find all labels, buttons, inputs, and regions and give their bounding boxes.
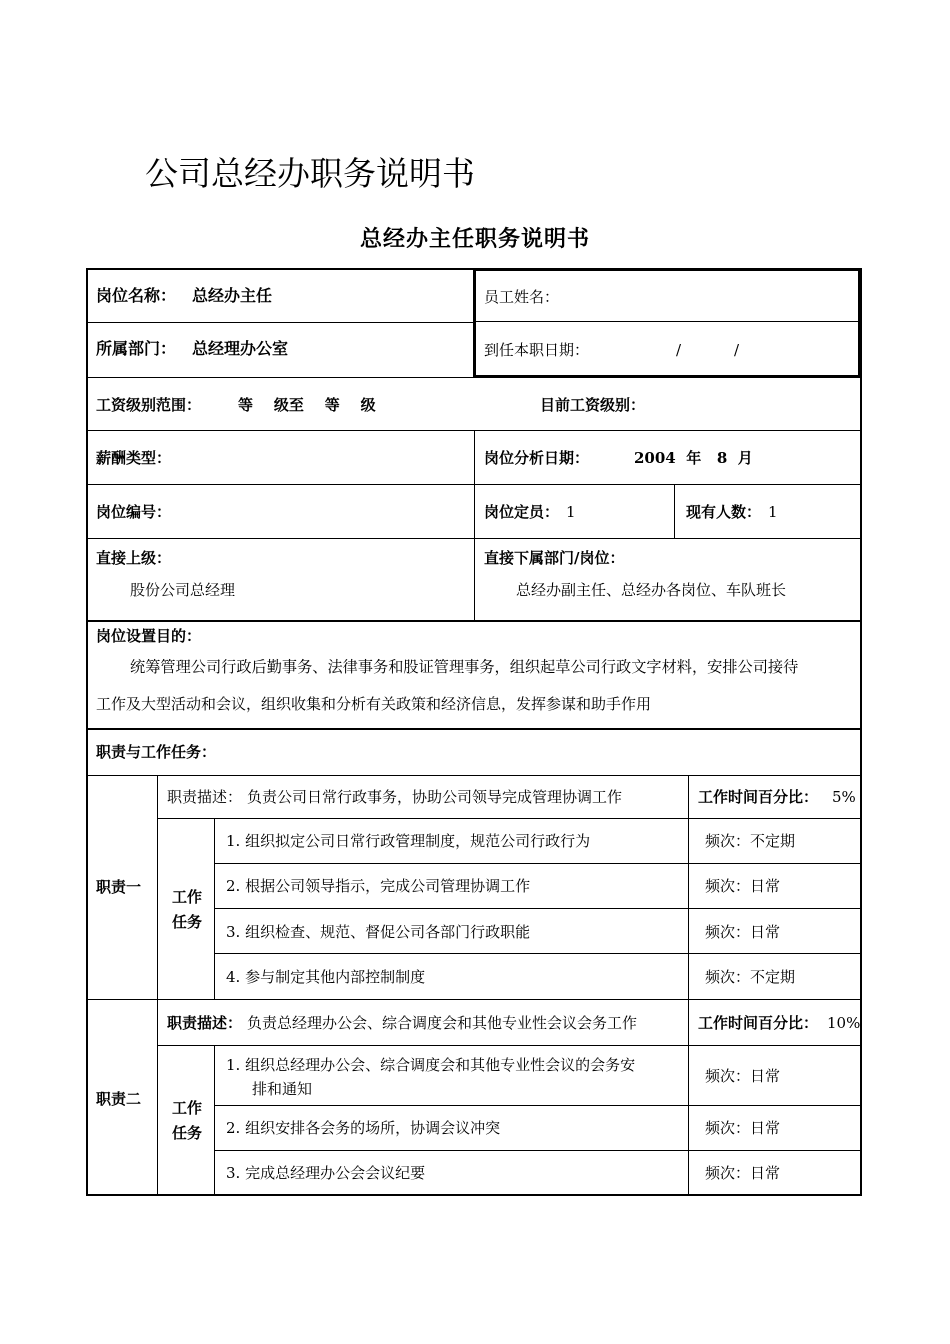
row-divider <box>215 863 862 864</box>
duty-2-task-label: 工作 <box>172 1099 203 1117</box>
position-code-label: 岗位编号： <box>96 503 172 521</box>
pay-type-label: 薪酬类型： <box>96 449 172 467</box>
duty-2-task-2: 2. 组织安排各会务的场所，协调会议冲突 <box>226 1119 501 1137</box>
row-divider <box>86 322 474 323</box>
quota-value: 1 <box>566 503 576 521</box>
purpose-label: 岗位设置目的： <box>96 627 202 645</box>
col-divider <box>473 268 476 378</box>
col-divider <box>214 818 215 999</box>
page-title: 公司总经办职务说明书 <box>145 154 475 193</box>
purpose-text-line1: 统筹管理公司行政后勤事务、法律事务和股证管理事务，组织起草公司行政文字材料，安排公司接待 <box>130 658 799 676</box>
purpose-text-line2: 工作及大型活动和会议，组织收集和分析有关政策和经济信息，发挥参谋和助手作用 <box>96 695 652 713</box>
position-name-value: 总经办主任 <box>192 286 273 305</box>
row-divider <box>86 728 862 730</box>
quota-label: 岗位定员： <box>484 503 560 521</box>
duty-2-desc-label: 职责描述： <box>167 1014 243 1032</box>
analysis-date-value: 2004 年 8 月 <box>634 449 753 467</box>
col-divider <box>474 430 475 620</box>
subordinate-label: 直接下属部门/岗位： <box>484 549 625 567</box>
duty-2-task-3-freq: 频次：日常 <box>705 1164 781 1182</box>
cell-border <box>474 375 862 378</box>
start-date-separator: / <box>734 341 740 359</box>
department-label: 所属部门： <box>96 339 177 358</box>
duty-1-task-3-freq: 频次：日常 <box>705 923 781 941</box>
superior-value: 股份公司总经理 <box>130 581 236 599</box>
duty-1-task-1-freq: 频次：不定期 <box>705 832 796 850</box>
duty-1-task-label: 工作 <box>172 888 203 906</box>
duty-2-task-label: 任务 <box>172 1124 203 1142</box>
duty-2-task-1-cont: 排和通知 <box>252 1080 313 1098</box>
col-divider <box>858 268 861 378</box>
duty-2-task-1-freq: 频次：日常 <box>705 1067 781 1085</box>
subordinate-value: 总经办副主任、总经办各岗位、车队班长 <box>516 581 787 599</box>
department-value: 总经理办公室 <box>192 339 289 358</box>
current-staff-value: 1 <box>768 503 778 521</box>
cell-border <box>476 321 860 322</box>
start-date-label: 到任本职日期： <box>484 341 590 359</box>
row-divider <box>86 999 862 1000</box>
col-divider <box>157 775 158 1196</box>
duties-heading: 职责与工作任务： <box>96 743 217 761</box>
row-divider <box>86 775 862 776</box>
duty-1-desc-label: 职责描述： <box>167 788 243 806</box>
position-name-label: 岗位名称： <box>96 286 177 305</box>
col-divider <box>674 484 675 538</box>
duty-1-task-3: 3. 组织检查、规范、督促公司各部门行政职能 <box>226 923 531 941</box>
start-date-separator: / <box>676 341 682 359</box>
cell-border <box>474 268 862 271</box>
employee-name-label: 员工姓名： <box>484 288 560 306</box>
duty-1-task-label: 任务 <box>172 913 203 931</box>
duty-1-task-2-freq: 频次：日常 <box>705 877 781 895</box>
col-divider <box>688 775 689 1196</box>
row-divider <box>86 620 862 622</box>
duty-1-name: 职责一 <box>96 878 142 896</box>
analysis-date-label: 岗位分析日期： <box>484 449 590 467</box>
duty-2-time-label: 工作时间百分比： <box>698 1014 819 1032</box>
current-grade-label: 目前工资级别： <box>540 396 646 414</box>
current-staff-label: 现有人数： <box>686 503 762 521</box>
duty-1-desc: 负责公司日常行政事务，协助公司领导完成管理协调工作 <box>247 788 623 806</box>
duty-2-task-1: 1. 组织总经理办公会、综合调度会和其他专业性会议的会务安 <box>226 1056 636 1074</box>
duty-2-time-value: 10% <box>827 1014 861 1032</box>
duty-1-task-1: 1. 组织拟定公司日常行政管理制度，规范公司行政行为 <box>226 832 591 850</box>
row-divider <box>158 1045 862 1046</box>
col-divider <box>214 1045 215 1196</box>
duty-1-task-2: 2. 根据公司领导指示，完成公司管理协调工作 <box>226 877 531 895</box>
row-divider <box>215 1105 862 1106</box>
row-divider <box>86 377 474 378</box>
duty-1-task-4: 4. 参与制定其他内部控制制度 <box>226 968 426 986</box>
duty-2-name: 职责二 <box>96 1090 142 1108</box>
row-divider <box>215 953 862 954</box>
row-divider <box>158 818 862 819</box>
duty-2-task-3: 3. 完成总经理办公会会议纪要 <box>226 1164 426 1182</box>
duty-1-task-4-freq: 频次：不定期 <box>705 968 796 986</box>
salary-range-value: 等 级至 等 级 <box>238 396 376 414</box>
row-divider <box>215 1150 862 1151</box>
duty-1-time-label: 工作时间百分比： <box>698 788 819 806</box>
salary-range-label: 工资级别范围： <box>96 396 202 414</box>
superior-label: 直接上级： <box>96 549 172 567</box>
document-subtitle: 总经办主任职务说明书 <box>359 226 590 252</box>
duty-1-time-value: 5% <box>832 788 856 806</box>
row-divider <box>215 908 862 909</box>
duty-2-task-2-freq: 频次：日常 <box>705 1119 781 1137</box>
duty-2-desc: 负责总经理办公会、综合调度会和其他专业性会议会务工作 <box>247 1014 638 1032</box>
